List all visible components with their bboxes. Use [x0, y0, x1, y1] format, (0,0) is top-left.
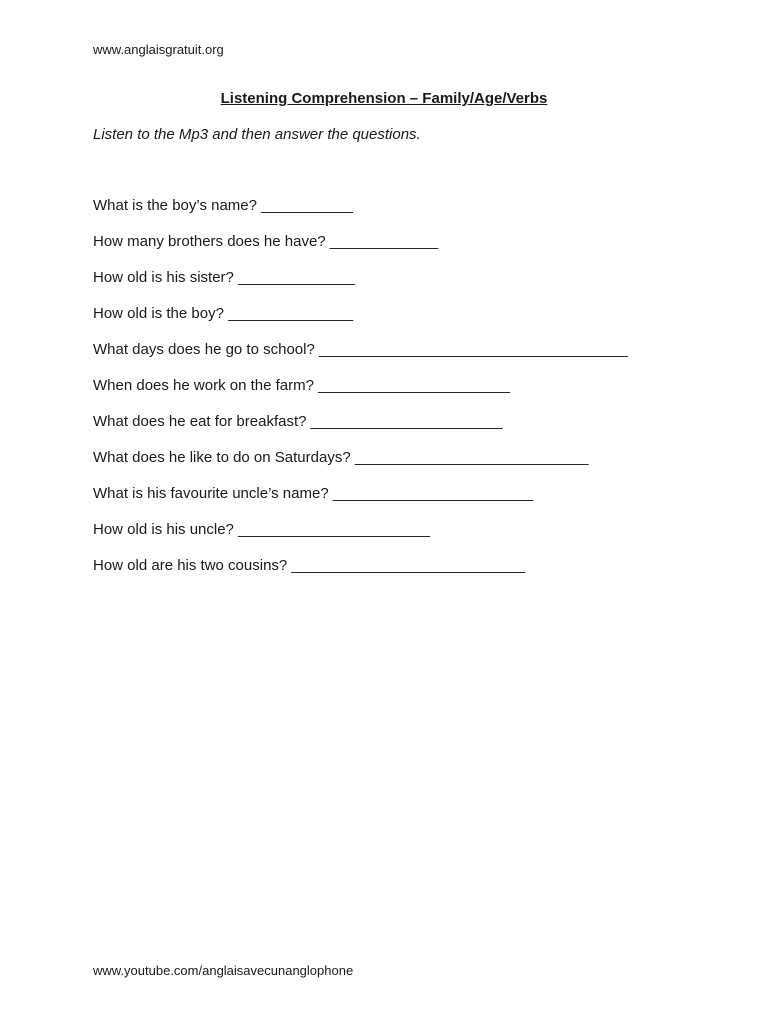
header-website-url: www.anglaisgratuit.org: [93, 42, 224, 57]
question-boy-age: How old is the boy? _______________: [93, 305, 354, 322]
worksheet-title: Listening Comprehension – Family/Age/Verbs: [220, 90, 548, 107]
question-uncle-age: How old is his uncle? _______________________: [93, 521, 430, 538]
question-breakfast: What does he eat for breakfast? _______________________: [93, 413, 503, 430]
question-sister-age: How old is his sister? ______________: [93, 269, 355, 286]
question-farm-work: When does he work on the farm? _______________________: [93, 377, 510, 394]
question-uncle-name: What is his favourite uncle’s name? ________________________: [93, 485, 534, 502]
question-saturdays: What does he like to do on Saturdays? ____________________________: [93, 449, 589, 466]
footer-youtube-url: www.youtube.com/anglaisavecunanglophone: [93, 963, 354, 978]
question-list: [93, 197, 628, 593]
question-cousins-age: How old are his two cousins? ____________________________: [93, 557, 526, 574]
question-brothers: How many brothers does he have? _____________: [93, 233, 439, 250]
worksheet-instructions: Listen to the Mp3 and then answer the questions.: [93, 126, 421, 143]
question-boy-name: What is the boy’s name? ___________: [93, 197, 353, 214]
question-school-days: What days does he go to school? _____________________________________: [93, 341, 628, 358]
